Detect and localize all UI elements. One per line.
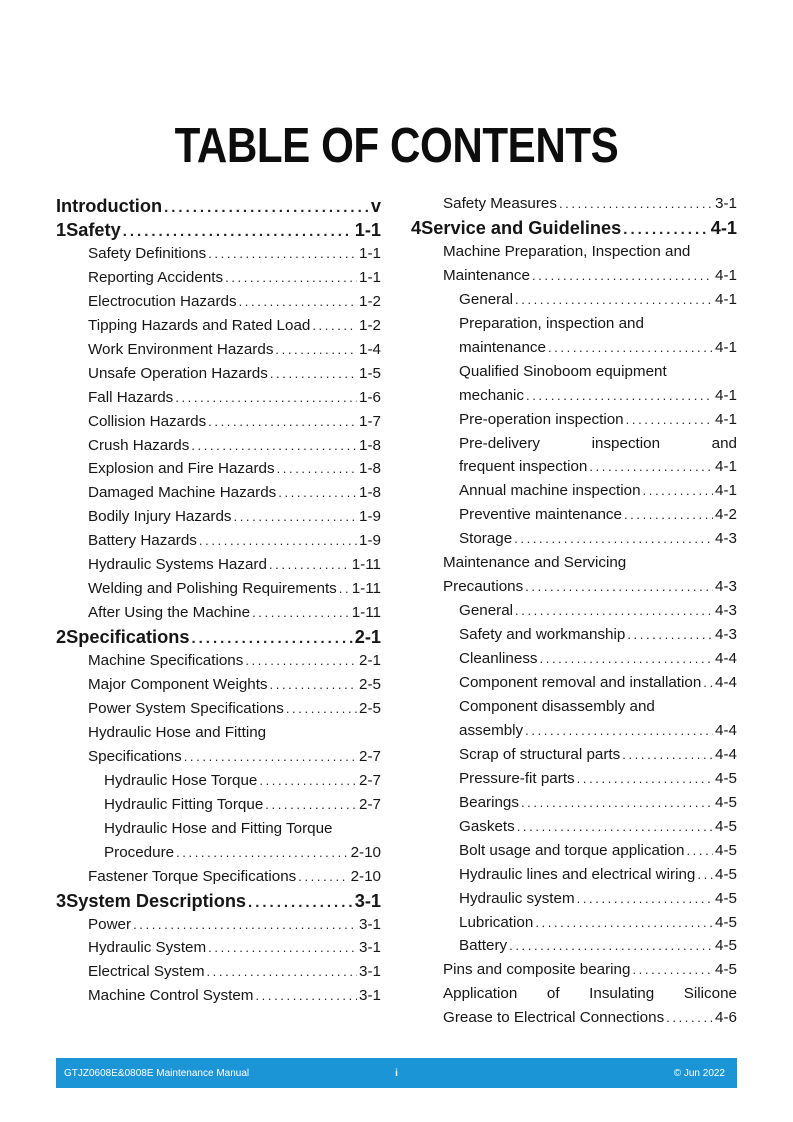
toc-entry[interactable] [411, 842, 737, 860]
toc-page-number: 4-5 [715, 769, 737, 787]
toc-entry[interactable] [411, 698, 737, 716]
toc-entry-title: Introduction [56, 196, 163, 216]
toc-page-number: 2-1 [359, 652, 381, 670]
dot-leader [277, 460, 357, 478]
toc-entry[interactable] [411, 818, 737, 836]
toc-entry-title: Hydraulic System [88, 939, 207, 957]
dot-leader [521, 794, 713, 812]
toc-entry-title: Specifications [88, 747, 182, 765]
toc-entry-title: Gaskets [459, 817, 515, 835]
toc-page-number: 1-2 [359, 316, 381, 334]
toc-page-number: 4-3 [715, 626, 737, 644]
dot-leader [339, 580, 350, 598]
toc-entry-title: Electrocution Hazards [88, 292, 237, 310]
toc-entry-title: Safety and workmanship [459, 626, 626, 644]
toc-entry[interactable] [56, 365, 381, 383]
toc-page-number: 1-8 [359, 460, 381, 478]
toc-entry-title: Reporting Accidents [88, 268, 224, 286]
dot-leader [535, 914, 713, 932]
dot-leader [234, 508, 358, 526]
dot-leader [298, 868, 348, 886]
dot-leader [265, 796, 357, 814]
toc-entry[interactable] [411, 794, 737, 812]
dot-leader [525, 722, 713, 740]
toc-entry-title: Lubrication [459, 913, 534, 931]
toc-entry-word: Application [443, 985, 518, 1003]
toc-entry-title: General [459, 290, 514, 308]
toc-entry[interactable] [411, 387, 737, 405]
toc-entry-title: Maintenance and Servicing [443, 554, 627, 572]
toc-page-number: 1-1 [359, 268, 381, 286]
toc-entry[interactable] [56, 556, 381, 574]
toc-entry-title: Hydraulic Systems Hazard [88, 556, 267, 574]
toc-entry-word: inspection [591, 434, 661, 452]
dot-leader [270, 676, 358, 694]
dot-leader [275, 341, 357, 359]
toc-page-number: 4-4 [715, 650, 737, 668]
dot-leader [540, 650, 714, 668]
toc-entry-title: Pins and composite bearing [443, 961, 631, 979]
toc-entry-title: Grease to Electrical Connections [443, 1009, 665, 1027]
toc-page-number: 2-5 [359, 676, 381, 693]
dot-leader [532, 267, 713, 285]
toc-entry-title: System Descriptions [66, 890, 247, 911]
dot-leader [632, 961, 713, 979]
toc-entry-title: Storage [459, 530, 513, 548]
toc-page-number: 4-5 [715, 793, 737, 811]
toc-page-number: 4-1 [715, 410, 737, 428]
dot-leader [239, 293, 357, 311]
toc-page-number: 1-5 [359, 364, 381, 382]
toc-entry-title: Cleanliness [459, 650, 538, 668]
toc-entry-title: Power System Specifications [88, 699, 284, 717]
toc-page-number: v [370, 196, 381, 216]
toc-entry[interactable] [411, 890, 737, 908]
toc-entry-title: Component disassembly and [459, 697, 655, 715]
toc-entry[interactable] [411, 961, 737, 979]
toc-entry-title: Scrap of structural parts [459, 745, 621, 763]
dot-leader [206, 963, 357, 981]
toc-entry[interactable] [56, 844, 381, 862]
dot-leader [526, 387, 713, 405]
toc-chapter[interactable] [411, 217, 737, 241]
toc-page-number: 1-9 [359, 532, 381, 550]
toc-page-number: 4-1 [715, 482, 737, 500]
toc-entry[interactable] [56, 820, 381, 838]
dot-leader [208, 939, 357, 957]
dot-leader [517, 818, 713, 836]
toc-page-number: 4-1 [715, 290, 737, 308]
toc-entry[interactable] [411, 411, 737, 429]
dot-leader [515, 291, 713, 309]
toc-entry-title: Welding and Polishing Requirements [88, 580, 337, 598]
dot-leader [312, 317, 357, 335]
toc-entry[interactable] [411, 315, 737, 333]
page-title: TABLE OF CONTENTS [174, 119, 619, 173]
toc-entry-title: Hydraulic Fitting Torque [104, 795, 264, 813]
toc-entry-title: Annual machine inspection [459, 482, 641, 500]
dot-leader [199, 532, 357, 550]
footer-page-number: i [395, 1068, 398, 1079]
toc-entry-title: assembly [459, 721, 524, 739]
toc-entry[interactable] [56, 580, 381, 598]
toc-entry-title: Precautions [443, 578, 524, 596]
toc-page-number: 2-7 [359, 771, 381, 789]
dot-leader [191, 437, 357, 455]
toc-entry[interactable] [56, 700, 381, 718]
toc-entry[interactable] [56, 269, 381, 287]
toc-entry-title: Hydraulic Hose Torque [104, 771, 258, 789]
toc-page-number: 4-4 [715, 721, 737, 739]
toc-entry[interactable] [56, 724, 381, 742]
toc-entry[interactable] [411, 722, 737, 740]
toc-page-number: 1-4 [359, 340, 381, 358]
toc-entry[interactable] [411, 1009, 737, 1027]
toc-entry[interactable] [56, 341, 381, 359]
toc-page-number: 4-3 [715, 530, 737, 548]
toc-entry-title: Hydraulic Hose and Fitting [88, 723, 267, 741]
dot-leader [627, 626, 713, 644]
toc-entry[interactable] [411, 770, 737, 788]
toc-entry[interactable] [411, 914, 737, 932]
toc-entry-title: Machine Control System [88, 987, 254, 1005]
toc-page-number: 4-5 [715, 889, 737, 907]
dot-leader [643, 482, 714, 500]
toc-entry-title: Fall Hazards [88, 388, 174, 406]
toc-page-number: 1-1 [359, 244, 381, 262]
toc-entry[interactable] [56, 963, 381, 981]
toc-page-number: 4-5 [715, 817, 737, 835]
toc-entry[interactable] [56, 389, 381, 407]
toc-page-number: 3-1 [715, 195, 737, 212]
toc-entry[interactable] [411, 937, 737, 955]
toc-page-number: 1-8 [359, 484, 381, 502]
toc-page-number: 4-4 [715, 745, 737, 763]
toc-entry-title: Tipping Hazards and Rated Load [88, 316, 311, 334]
toc-entry[interactable] [411, 554, 737, 572]
dot-leader [626, 411, 713, 429]
footer-date: © Jun 2022 [673, 1068, 725, 1079]
toc-entry-title: Bodily Injury Hazards [88, 508, 232, 526]
toc-page-number: 4-4 [715, 674, 737, 691]
toc-entry[interactable] [411, 674, 737, 692]
toc-entry[interactable] [56, 293, 381, 311]
dot-leader [123, 221, 353, 243]
dot-leader [208, 245, 357, 263]
dot-leader [515, 602, 713, 620]
toc-entry-title: General [459, 602, 514, 620]
toc-chapter[interactable] [56, 890, 381, 914]
toc-page-number: 3-1 [359, 939, 381, 957]
toc-entry-title: Pre-operation inspection [459, 410, 624, 428]
dot-leader [164, 197, 369, 219]
toc-page-number: 4-5 [715, 841, 737, 859]
toc-entry-title: Machine Preparation, Inspection and [443, 242, 691, 260]
dot-leader [208, 413, 357, 431]
toc-entry[interactable] [56, 676, 381, 694]
toc-page-number: 3-1 [354, 890, 381, 911]
dot-leader [525, 578, 713, 596]
dot-leader [225, 269, 357, 287]
toc-entry[interactable] [56, 939, 381, 957]
toc-entry[interactable] [56, 245, 381, 263]
dot-leader [666, 1009, 713, 1027]
toc-entry-title: frequent inspection [459, 458, 588, 476]
dot-leader [176, 844, 349, 862]
toc-entry[interactable] [56, 772, 381, 790]
toc-page-number: 4-3 [715, 602, 737, 620]
toc-entry[interactable] [56, 916, 381, 934]
toc-entry-title: Bolt usage and torque application [459, 841, 685, 859]
toc-entry[interactable] [56, 484, 381, 502]
toc-entry-title: Safety Definitions [88, 244, 207, 262]
toc-entry[interactable] [411, 291, 737, 309]
toc-entry-title: Explosion and Fire Hazards [88, 460, 275, 478]
toc-entry[interactable] [411, 339, 737, 357]
toc-entry-title: Pressure-fit parts [459, 769, 575, 787]
toc-entry[interactable] [411, 482, 737, 500]
toc-entry[interactable] [411, 530, 737, 548]
toc-page-number: 1-11 [351, 580, 381, 598]
toc-entry-title: Hydraulic lines and electrical wiring [459, 865, 696, 883]
toc-entry-title: Preventive maintenance [459, 506, 622, 524]
toc-chapter-number: 3 [56, 890, 67, 911]
toc-chapter-number: 4 [411, 217, 422, 238]
dot-leader [248, 892, 353, 914]
dot-leader [514, 530, 713, 548]
dot-leader [703, 674, 713, 692]
toc-page-number: 1-11 [351, 604, 381, 622]
toc-page-number: 2-10 [350, 843, 381, 861]
toc-page-number: 3-1 [359, 915, 381, 933]
toc-chapter-number: 2 [56, 627, 67, 648]
dot-leader [259, 772, 357, 790]
toc-entry-title: Unsafe Operation Hazards [88, 364, 268, 382]
toc-entry[interactable] [56, 748, 381, 766]
toc-entry[interactable] [411, 985, 737, 1003]
toc-entry-title: Maintenance [443, 266, 530, 284]
toc-entry[interactable] [56, 413, 381, 431]
dot-leader [270, 365, 357, 383]
toc-page-number: 1-9 [359, 508, 381, 526]
toc-chapter[interactable] [56, 219, 381, 243]
toc-page-number: 2-7 [359, 747, 381, 765]
dot-leader [589, 458, 713, 476]
dot-leader [133, 916, 357, 934]
toc-page-number: 3-1 [359, 963, 381, 981]
dot-leader [697, 866, 713, 884]
toc-entry[interactable] [411, 578, 737, 596]
toc-entry-word: of [546, 985, 560, 1003]
toc-entry-title: Power [88, 915, 132, 933]
toc-entry-title: Bearings [459, 793, 519, 811]
toc-entry[interactable] [411, 195, 737, 213]
toc-page-number: 4-3 [715, 578, 737, 596]
toc-entry-title: Specifications [66, 627, 190, 648]
toc-page-number: 2-7 [359, 795, 381, 813]
toc-page-number: 2-1 [354, 627, 381, 648]
toc-chapter-number: 1 [56, 219, 67, 240]
dot-leader [252, 604, 350, 622]
dot-leader [559, 195, 713, 213]
toc-entry-title: Crush Hazards [88, 436, 190, 454]
toc-entry-word: Insulating [589, 985, 655, 1003]
toc-entry[interactable] [411, 746, 737, 764]
toc-entry-title: Safety [66, 219, 121, 240]
dot-leader [278, 484, 357, 502]
toc-chapter[interactable] [56, 195, 381, 219]
toc-page-number: 2-10 [350, 867, 381, 885]
toc-entry-title: Damaged Machine Hazards [88, 484, 277, 502]
toc-entry-title: Preparation, inspection and [459, 314, 644, 332]
toc-entry-title: Collision Hazards [88, 412, 207, 430]
dot-leader [509, 937, 713, 955]
toc-page-number: 4-1 [710, 217, 737, 238]
toc-entry-title: Qualified Sinoboom equipment [459, 362, 667, 380]
toc-entry[interactable] [411, 650, 737, 668]
toc-entry-title: Hydraulic Hose and Fitting Torque [104, 819, 333, 837]
toc-entry[interactable] [56, 652, 381, 670]
toc-entry[interactable] [56, 868, 381, 886]
toc-page-number: 3-1 [359, 987, 381, 1005]
toc-page-number: 1-2 [359, 292, 381, 310]
dot-leader [269, 556, 350, 574]
dot-leader [184, 748, 357, 766]
dot-leader [286, 700, 357, 718]
toc-entry[interactable] [411, 435, 737, 453]
toc-entry-title: mechanic [459, 386, 524, 404]
toc-page-number: 4-5 [715, 913, 737, 931]
toc-entry[interactable] [411, 267, 737, 285]
dot-leader [622, 746, 713, 764]
toc-entry-title: Electrical System [88, 963, 205, 981]
toc-entry-title: Fastener Torque Specifications [88, 867, 297, 885]
toc-entry-title: After Using the Machine [88, 604, 251, 622]
toc-entry[interactable] [411, 866, 737, 884]
toc-page-number: 1-11 [351, 556, 381, 574]
toc-entry-title: Battery [459, 937, 508, 955]
toc-page-number: 4-5 [715, 961, 737, 979]
toc-page-number: 1-7 [359, 412, 381, 430]
toc-entry-word: Silicone [683, 985, 737, 1003]
toc-page-number: 4-1 [715, 458, 737, 476]
toc-entry[interactable] [56, 437, 381, 455]
toc-page-number: 1-1 [354, 219, 381, 240]
dot-leader [255, 987, 357, 1005]
toc-entry-title: Safety Measures [443, 195, 557, 212]
toc-page-number: 4-6 [715, 1009, 737, 1027]
toc-entry[interactable] [56, 317, 381, 335]
dot-leader [686, 842, 713, 860]
dot-leader [548, 339, 713, 357]
toc-entry[interactable] [56, 796, 381, 814]
toc-entry[interactable] [56, 604, 381, 622]
toc-entry-title: Component removal and installation [459, 674, 702, 691]
toc-entry[interactable] [56, 987, 381, 1005]
dot-leader [577, 890, 713, 908]
footer-manual-title: GTJZ0608E&0808E Maintenance Manual [64, 1068, 250, 1079]
toc-page-number: 4-5 [715, 937, 737, 955]
toc-entry[interactable] [411, 243, 737, 261]
toc-entry[interactable] [411, 506, 737, 524]
dot-leader [175, 389, 357, 407]
toc-page-number: 4-1 [715, 338, 737, 356]
toc-page-number: 1-6 [359, 388, 381, 406]
toc-entry[interactable] [56, 460, 381, 478]
toc-entry-title: Major Component Weights [88, 676, 268, 693]
toc-entry-title: Hydraulic system [459, 889, 575, 907]
toc-entry-title: Machine Specifications [88, 652, 244, 670]
toc-page-number: 4-5 [715, 865, 737, 883]
page-footer [56, 1058, 737, 1088]
dot-leader [191, 628, 352, 650]
toc-page-number: 1-8 [359, 436, 381, 454]
dot-leader [624, 506, 713, 524]
toc-entry-word: and [711, 434, 737, 452]
toc-page-number: 2-5 [359, 699, 381, 717]
toc-entry[interactable] [56, 508, 381, 526]
toc-entry-title: Service and Guidelines [421, 217, 622, 238]
toc-entry[interactable] [56, 532, 381, 550]
toc-entry-word: Pre-delivery [459, 434, 541, 452]
dot-leader [577, 770, 713, 788]
toc-page-number: 4-1 [715, 266, 737, 284]
toc-chapter[interactable] [56, 626, 381, 650]
toc-page-number: 4-1 [715, 386, 737, 404]
dot-leader [623, 219, 708, 241]
toc-entry[interactable] [411, 363, 737, 381]
dot-leader [245, 652, 357, 670]
toc-page-number: 4-2 [715, 506, 737, 524]
toc-entry-title: Work Environment Hazards [88, 340, 274, 358]
toc-entry-title: Battery Hazards [88, 532, 197, 550]
toc-entry[interactable] [411, 458, 737, 476]
toc-entry[interactable] [411, 626, 737, 644]
toc-entry[interactable] [411, 602, 737, 620]
toc-entry-title: maintenance [459, 338, 546, 356]
toc-entry-title: Procedure [104, 843, 175, 861]
